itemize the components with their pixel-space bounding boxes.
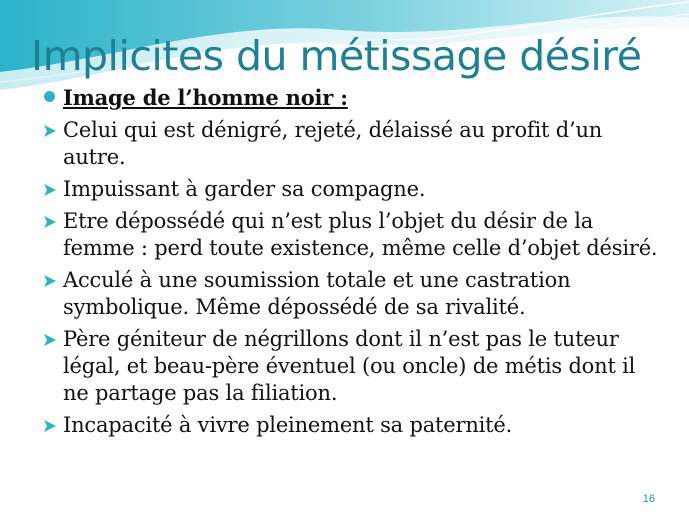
list-item [40, 176, 660, 203]
list-item [40, 412, 660, 439]
list-item-text: Incapacité à vivre pleinement sa paternité. [63, 413, 513, 437]
page-number: 16 [642, 493, 655, 505]
section-heading: Image de l’homme noir : [63, 85, 348, 110]
arrowhead-bullet-icon [43, 333, 57, 347]
slide-title: Implicites du métissage désiré [31, 32, 642, 80]
list-item-text: Etre dépossédé qui n’est plus l’objet du désir de la femme : perd toute existence, même celle d’objet désiré. [63, 209, 658, 260]
list-item [40, 208, 660, 262]
arrowhead-bullet-icon [43, 419, 57, 433]
arrowhead-bullet-icon [43, 274, 57, 288]
list-item-text: Acculé à une soumission totale et une castration symbolique. Même dépossédé de sa rivalité. [63, 268, 571, 319]
list-item-text: Impuissant à garder sa compagne. [63, 177, 426, 201]
circle-bullet-icon [44, 91, 55, 102]
slide-content [40, 84, 660, 444]
list-item [40, 267, 660, 321]
arrowhead-bullet-icon [43, 183, 57, 197]
list-item-text: Celui qui est dénigré, rejeté, délaissé au profit d’un autre. [63, 118, 603, 169]
list-item [40, 326, 660, 407]
list-item [40, 117, 660, 171]
list-item-text: Père géniteur de négrillons dont il n’est pas le tuteur légal, et beau-père éventuel (ou oncle) de métis dont il ne partage pas la filiation. [63, 327, 636, 405]
arrowhead-bullet-icon [43, 215, 57, 229]
heading-item [40, 84, 660, 112]
arrowhead-bullet-icon [43, 124, 57, 138]
